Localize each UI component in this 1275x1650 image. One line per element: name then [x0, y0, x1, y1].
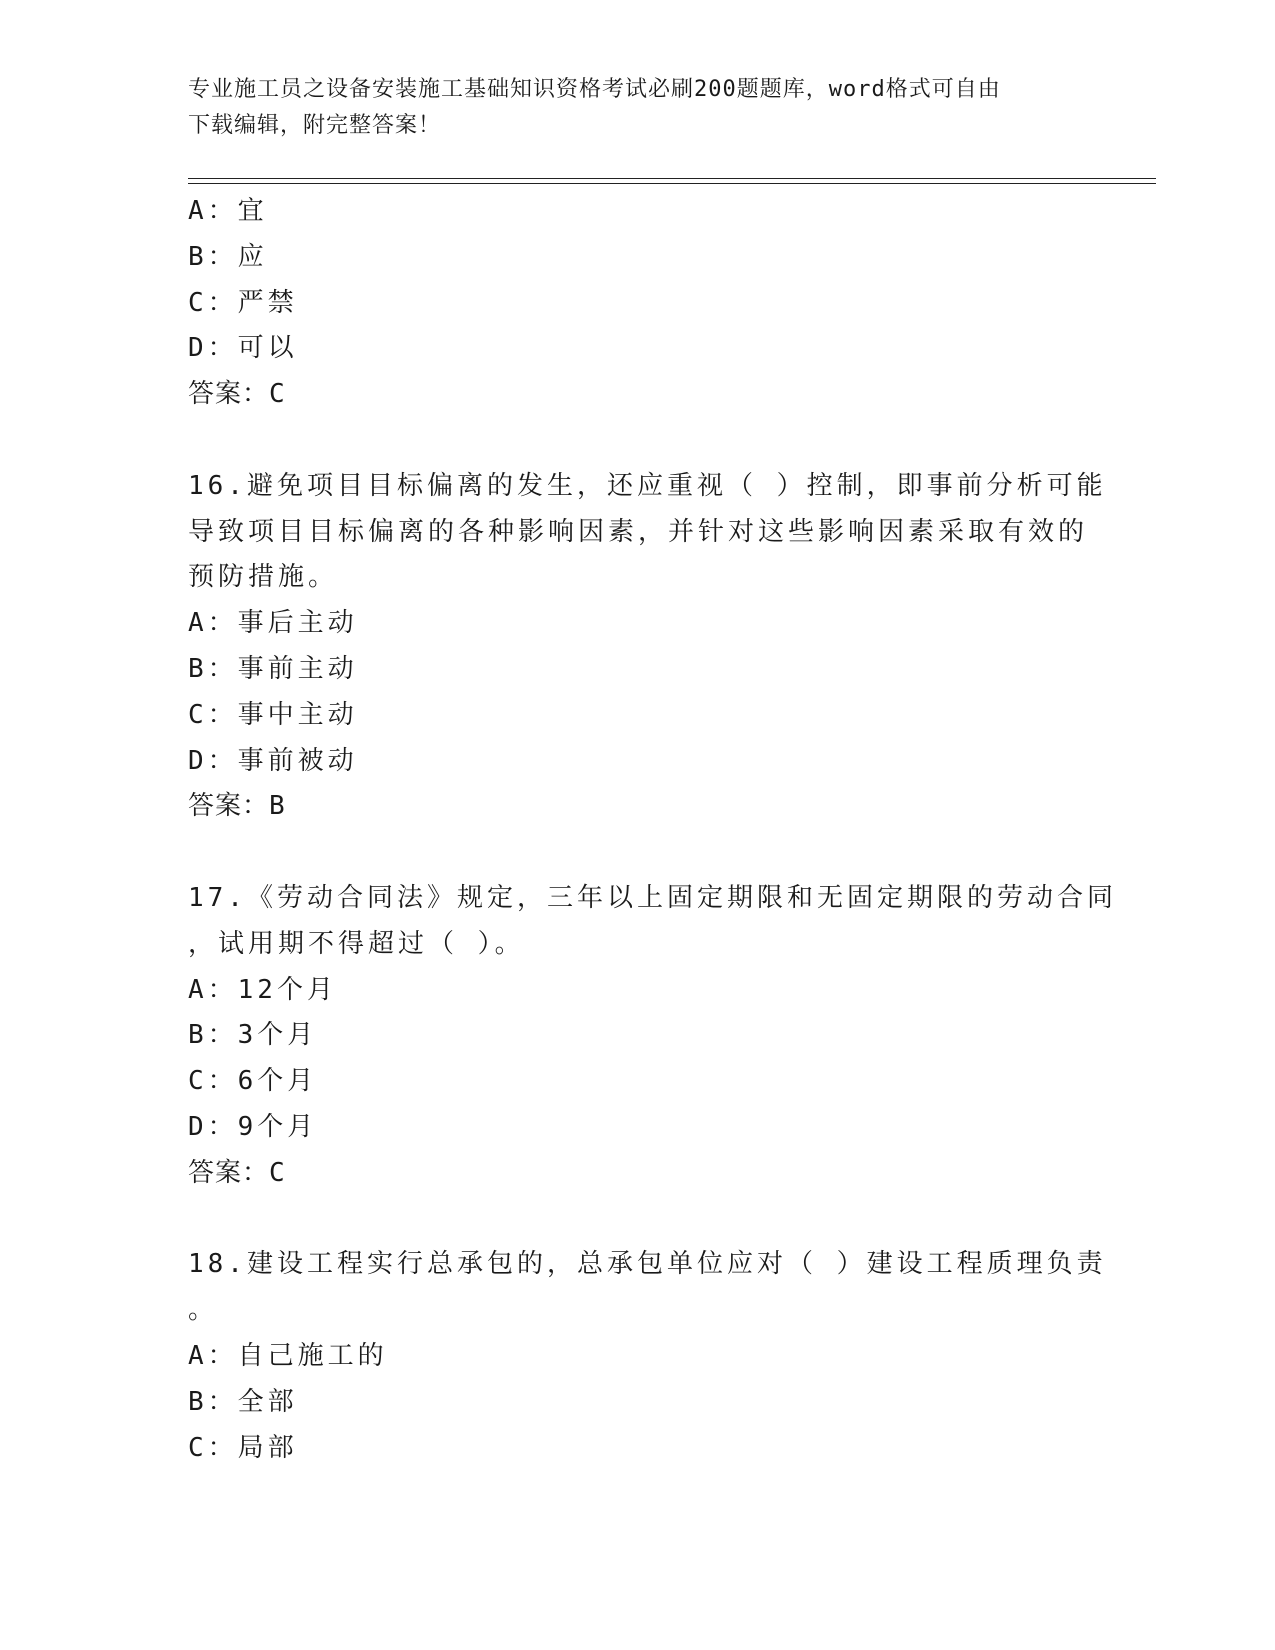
answer-value: B [269, 791, 285, 822]
answer-label: 答案： [188, 791, 270, 822]
option-c: C：事中主动 [188, 699, 358, 730]
option-a: A：事后主动 [188, 608, 358, 639]
question-stem-line: 17.《劳动合同法》规定，三年以上固定期限和无固定期限的劳动合同 [188, 882, 1117, 913]
answer-label: 答案： [188, 1157, 270, 1188]
question-stem-line: ，试用期不得超过（ ）。 [188, 928, 525, 959]
question-stem-line: 。 [188, 1295, 219, 1326]
answer-line [188, 1151, 1088, 1197]
option-b: B：全部 [188, 1386, 298, 1417]
question-16 [188, 464, 1107, 830]
answer-line [188, 372, 1088, 418]
option-a: A：自己施工的 [188, 1340, 388, 1371]
option-d: D：可以 [188, 333, 298, 364]
question-stem-line: 16.避免项目目标偏离的发生，还应重视（ ）控制，即事前分析可能 [188, 470, 1107, 501]
option-b: B：事前主动 [188, 653, 358, 684]
question-17 [188, 876, 1117, 1197]
answer-label: 答案： [188, 379, 270, 410]
question-15 [188, 189, 1088, 418]
option-c: C：局部 [188, 1432, 298, 1463]
option-a: A：宜 [188, 196, 268, 226]
option-d: D：事前被动 [188, 745, 358, 776]
option-c: C：严禁 [188, 287, 298, 318]
question-stem-line: 预防措施。 [188, 562, 339, 593]
question-stem-line: 导致项目目标偏离的各种影响因素，并针对这些影响因素采取有效的 [188, 516, 1089, 547]
header-line-2: 下载编辑，附完整答案！ [188, 113, 442, 138]
answer-value: C [269, 379, 285, 410]
option-c: C：6个月 [188, 1066, 318, 1097]
question-stem-line: 18.建设工程实行总承包的，总承包单位应对（ ）建设工程质理负责 [188, 1249, 1107, 1280]
header-line-1: 专业施工员之设备安装施工基础知识资格考试必刷200题题库，word格式可自由 [188, 77, 1001, 102]
question-18 [188, 1242, 1107, 1471]
header-divider [188, 178, 1156, 184]
option-b: B：应 [188, 241, 268, 272]
document-header [188, 72, 1088, 144]
document-body [188, 189, 1117, 1471]
option-d: D：9个月 [188, 1111, 318, 1142]
answer-value: C [269, 1157, 285, 1188]
option-b: B：3个月 [188, 1020, 318, 1051]
answer-line [188, 784, 1088, 830]
option-a: A：12个月 [188, 974, 337, 1005]
